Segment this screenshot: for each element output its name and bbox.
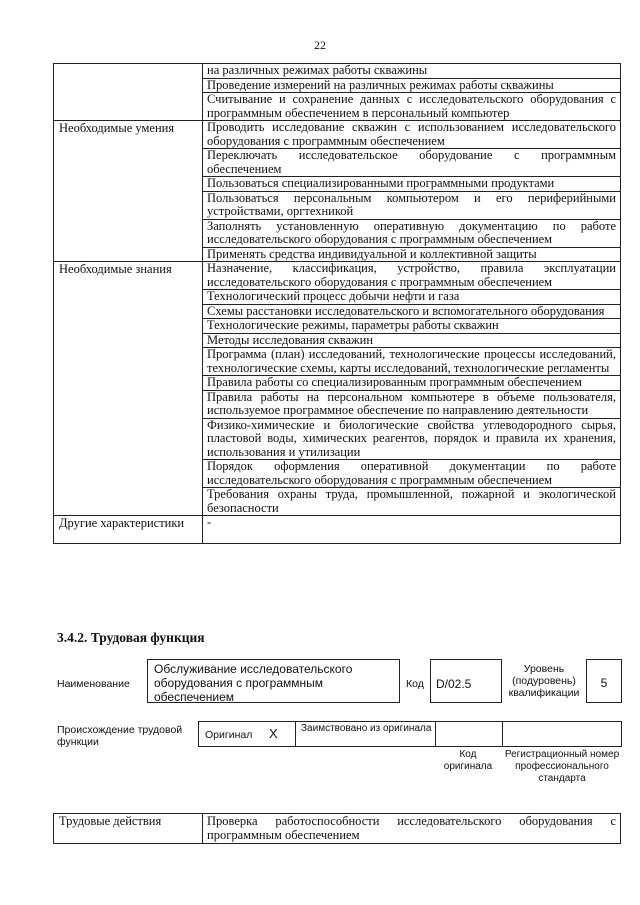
competency-table <box>53 63 621 544</box>
table-row <box>54 516 621 544</box>
borrowed-label: Заимствовано из оригинала <box>301 723 432 734</box>
actions-table <box>53 813 621 844</box>
page-number: 22 <box>314 38 326 52</box>
row-text: Пользоваться специализированными программными продуктами <box>203 177 621 192</box>
origin-label: Происхождение трудовой функции <box>57 724 183 748</box>
origin-code-label: Код оригинала <box>443 749 493 772</box>
row-label: Другие характеристики <box>54 516 203 544</box>
actions-first-item: Проверка работоспособности исследовательского оборудования с программным обеспечением <box>203 814 621 844</box>
row-text: Пользоваться персональным компьютером и его периферийными устройствами, оргтехникой <box>203 191 621 219</box>
row-text: Считывание и сохранение данных с исследовательского оборудования с программным обеспечением в персональный компьютер <box>203 93 621 121</box>
original-label: Оригинал <box>205 729 253 741</box>
original-mark: X <box>269 726 278 741</box>
row-text: Правила работы на персональном компьютере в объеме пользователя, используемое программное обеспечение по направлению деятельности <box>203 390 621 418</box>
name-label: Наименование <box>57 678 130 690</box>
row-text: Требования охраны труда, промышленной, пожарной и экологической безопасности <box>203 488 621 516</box>
row-text: Проводить исследование скважин с использованием исследовательского оборудования с программным обеспечением <box>203 121 621 149</box>
row-text: Программа (план) исследований, технологические процессы исследований, технологические схемы, карты исследований, технологические регламенты <box>203 348 621 376</box>
row-text: Назначение, классификация, устройство, правила эксплуатации исследовательского оборудования с программным обеспечением <box>203 262 621 290</box>
row-text: Физико-химические и биологические свойства углеводородного сырья, пластовой воды, химических реагентов, порядок и правила их хранения, использования и утилизации <box>203 418 621 460</box>
reg-number-label: Регистрационный номер профессионального стандарта <box>504 749 620 784</box>
code-value: D/02.5 <box>436 677 472 691</box>
level-value: 5 <box>600 676 608 690</box>
section-heading: 3.4.2. Трудовая функция <box>57 630 205 645</box>
row-text: Технологические режимы, параметры работы скважин <box>203 319 621 334</box>
table-row <box>54 64 621 79</box>
code-box <box>430 659 502 703</box>
code-label: Код <box>406 678 424 690</box>
function-name-value: Обслуживание исследовательского оборудования с программным обеспечением <box>154 662 353 704</box>
level-box <box>586 659 622 703</box>
row-text: - <box>203 516 621 544</box>
row-text: на различных режимах работы скважины <box>203 64 621 79</box>
row-label: Необходимые знания <box>54 262 203 516</box>
row-text: Правила работы со специализированным программным обеспечением <box>203 376 621 391</box>
origin-row <box>198 721 622 747</box>
actions-label: Трудовые действия <box>54 814 203 844</box>
table-row <box>54 121 621 149</box>
function-name-box <box>147 659 400 703</box>
row-text: Порядок оформления оперативной документации по работе исследовательского оборудования с программным обеспечением <box>203 460 621 488</box>
divider <box>502 722 503 746</box>
divider <box>295 722 296 746</box>
actions-row <box>54 814 621 844</box>
row-text: Проведение измерений на различных режимах работы скважины <box>203 78 621 93</box>
row-text: Заполнять установленную оперативную документацию по работе исследовательского оборудования с программным обеспечением <box>203 219 621 247</box>
row-label: Необходимые умения <box>54 121 203 262</box>
row-text: Методы исследования скважин <box>203 333 621 348</box>
competency-table-body <box>54 64 621 544</box>
table-row <box>54 262 621 290</box>
row-text: Технологический процесс добычи нефти и газа <box>203 290 621 305</box>
divider <box>435 722 436 746</box>
level-label: Уровень (подуровень) квалификации <box>508 663 580 699</box>
row-text: Применять средства индивидуальной и коллективной защиты <box>203 247 621 262</box>
row-text: Схемы расстановки исследовательского и вспомогательного оборудования <box>203 304 621 319</box>
row-label <box>54 64 203 121</box>
row-text: Переключать исследовательское оборудование с программным обеспечением <box>203 149 621 177</box>
